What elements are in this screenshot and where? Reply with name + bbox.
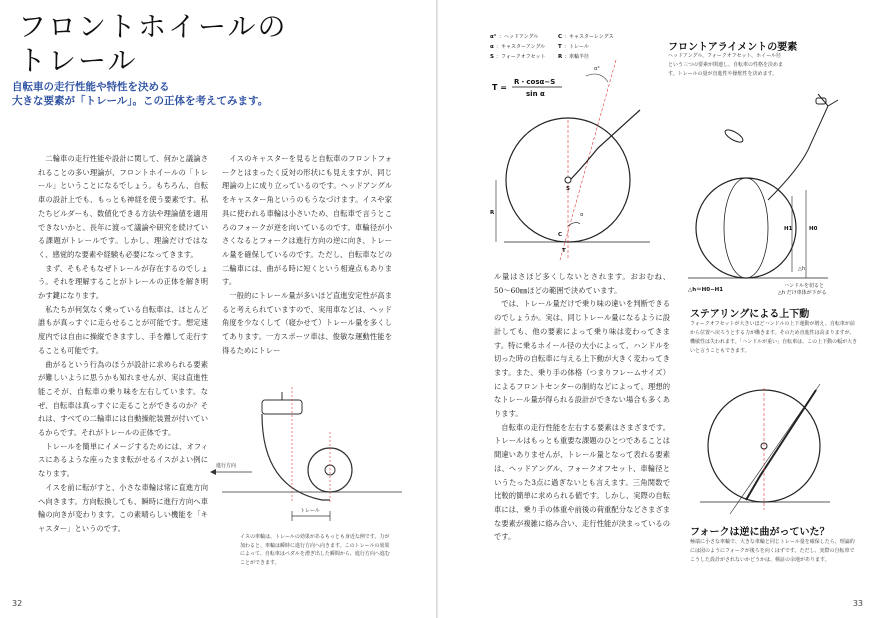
paragraph: トレールを簡単にイメージするためには、オフィスにあるような座ったまま転がせるイスがよい例になります。 (38, 441, 208, 479)
steering-heading: ステアリングによる上下動 (690, 309, 810, 320)
grip (723, 128, 744, 145)
sidebox-text: 極端に小さな車輪で、大きな車輪と同じトレール量を確保したら、理論的には図のようにフォークが後ろを向くはずです。ただし、実際の自転車でこうした設計がされないかどうかは、検証の余地があります。 (690, 539, 855, 563)
fork-body (690, 538, 858, 565)
title-line-1: フロントホイールの (18, 10, 288, 43)
lead-line-1: 自転車の走行性能や特性を決める (12, 81, 170, 93)
formula-numerator: R・cosα−S (514, 78, 556, 86)
page-number-right: 33 (852, 599, 863, 608)
grip (816, 98, 826, 104)
legend-symbol: T (558, 44, 562, 50)
legend-text: ：キャスターアングル (496, 44, 546, 50)
label-h0: H0 (809, 226, 818, 232)
sidebox-text: フォークオフセットが大きいほどハンドルの上下運動が増え、自転車が前から位置へ戻ろうとする力が働きます。そのため直進性は高まりますが、機敏性は失われます。「ハンドルが重い」自転車は、この上下動の幅が大きいと言うこともできます。 (690, 321, 858, 354)
legend-text: ：ヘッドアングル (499, 34, 539, 40)
legend-symbol: C (558, 34, 563, 40)
legend-symbol: α° (490, 34, 497, 40)
left-page (0, 0, 436, 618)
fork-heading: フォークは逆に曲がっていた？ (690, 527, 830, 538)
lead-line-2: 大きな要素が「トレール」。この正体を考えてみます。 (12, 95, 269, 107)
front-alignment-heading: フロントアライメントの要素 (668, 42, 798, 53)
body-column-1 (38, 152, 208, 536)
label-c: C (558, 232, 563, 238)
hub (565, 177, 571, 183)
paragraph: 曲がるという行為のほうが設計に求められる要素が難しいように思うかも知れませんが、実は直進性能こそが、自転車の乗り味を左右しています。なぜ、自転車は真っすぐに走ることができるのか？それは、すべての二輪車には自動操舵装置が付いているからです。それがトレールの正体です。 (38, 359, 208, 438)
paragraph: イスのキャスターを見ると自転車のフロントフォークとはまったく反対の形状にも見えますが、同じ理論の上に成り立っているのです。ヘッドアングルをキャスター角というのもうなづけます。イスや家具に使われる車輪は小さいため、自転車で言うところのフォークが逆を向いているのです。車輪径が小さくなるとフォークは進行方向の逆に向き、トレール量を確保しているのです。ただし、自転車などの二輪車には、曲がる時に短くという相違点もあります。 (222, 154, 392, 287)
caster-diagram (216, 392, 412, 532)
label-t: T (562, 248, 566, 254)
paragraph: まず、そもそもなぜトレールが存在するのでしょう。それを理解することがトレールの正体を解き明かす鍵になります。 (38, 263, 208, 301)
paragraph: 一般的にトレール量が多いほど直進安定性が高まると考えられていますので、実用車などは、ヘッド角度を少なくして（寝かせて）トレール量を多くしてあります。一方スポーツ車は、俊敏な運動性能を得るためにトレー (222, 291, 392, 355)
label-h1: H1 (784, 226, 793, 232)
article-title (18, 10, 287, 78)
caster-mount (262, 400, 302, 414)
label-alpha-deg: α° (594, 66, 600, 72)
paragraph: ル量はさほど多くしないとされます。おおむね、50〜60㎜ほどの範囲で決めています。 (494, 272, 670, 295)
formula-denominator: sin α (526, 90, 545, 98)
paragraph: 二輪車の走行性能や設計に関して、何かと議論されることの多い理論が、フロントホイールの「トレール」ということになるでしょう。もちろん、自転車の設計上でも、もっとも神経を使う要素です。私たちビルダーも、数値化できる方法や理論値を適用できないかと、長年に渡って議論や研究を続けている課題がトレールです。しかし、理論だけではなく、感覚的な要素や経験も必要になってきます。 (38, 154, 208, 259)
handlebar-fork (768, 94, 838, 200)
sidebox-text: ヘッドアングル、フォークオフセット、ホイール径という三つの要素が関連し、自転車の性格を決めます。トレールの量が直進性や操舵性を決めます。 (668, 53, 784, 77)
front-alignment-body (668, 52, 784, 79)
note-line-2: △h だけ車体が下がる (778, 290, 827, 296)
direction-label: 進行方向 (216, 463, 237, 469)
caster-fork (262, 414, 330, 500)
legend-text: ：トレール (564, 44, 589, 50)
formula-lhs: T = (492, 83, 507, 92)
caster-caption (240, 533, 390, 567)
body-column-2 (222, 152, 392, 358)
paragraph: 私たちが何気なく乗っている自転車は、ほとんど誰もが真っすぐに走らせることが可能です。想定速度内では自由に操縦できますし、手を離して走行することも可能です。 (38, 304, 208, 355)
wheel-turned (724, 178, 768, 278)
wheel-straight (696, 178, 796, 278)
label-delta-h: △h (798, 266, 806, 272)
lead-text (12, 80, 412, 108)
steering-diagram (688, 90, 858, 300)
note-line-1: ハンドルを切ると (784, 283, 825, 289)
arrow-head (210, 469, 216, 475)
legend-symbol: α (490, 44, 494, 50)
caption-text: イスの車輪は、トレールの効果があるもっとも身近な例です。力が加わると、車輪は瞬時に進行方向へ向きます。このトレールの効果によって、自転車はペダルを漕ぎ出した瞬間から、進行方向へ進むことができます。 (240, 534, 390, 566)
reversed-fork-diagram (700, 380, 840, 520)
label-alpha: α (580, 212, 584, 218)
paragraph: イスを前に転がすと、小さな車輪は常に直進方向へ向きます。方向転換しても、瞬時に進行方向へ車輪の向きが変わります。この素晴らしい機能を「キャスター」というのです。 (38, 482, 208, 533)
legend-symbol: R (558, 54, 563, 60)
label-formula: △h＝H0−H1 (688, 287, 724, 293)
legend-text: ：車輪半径 (564, 54, 590, 60)
title-line-2: トレール (18, 44, 138, 77)
trail-label: トレール (300, 508, 320, 514)
legend-symbol: S (490, 54, 494, 60)
right-page (438, 0, 875, 618)
legend-text: ：フォークオフセット (496, 54, 546, 60)
steering-body (690, 320, 858, 356)
page-number-left: 32 (12, 599, 23, 608)
paragraph: では、トレール量だけで乗り味の違いを判断できるのでしょうか。実は、同じトレール量になるように設計しても、他の要素によって乗り味は変わってきます。特に乗るホイール径の大小によって、ハンドルを切った時の自転車に与える上下動が大きく変わってきます。また、乗り手の体格（つまりフレームサイズ）によるフロントセンターの制約などによって、理想的なトレール量が得られる設計ができない場合も多くあります。 (494, 299, 670, 419)
label-s: S (566, 186, 570, 192)
legend-text: ：キャスターレングス (564, 34, 614, 40)
body-column-3 (494, 270, 670, 544)
angle-arc (586, 74, 608, 82)
paragraph: 自転車の走行性能を左右する要素はさまざまです。トレールはもっとも重要な課題のひとつであることは間違いありませんが、トレール量となって表れる要素は、ヘッドアングル、フォークオフセット、車輪径というたった3点に過ぎないとも言えます。三角関数で比較的簡単に求められる値です。しかし、実際の自転車には、乗り手の体重や前後の荷重配分などさまざまな要素が複雑に絡み合い、走行性能が決まっているのです。 (494, 422, 670, 542)
label-r: R (490, 210, 495, 216)
